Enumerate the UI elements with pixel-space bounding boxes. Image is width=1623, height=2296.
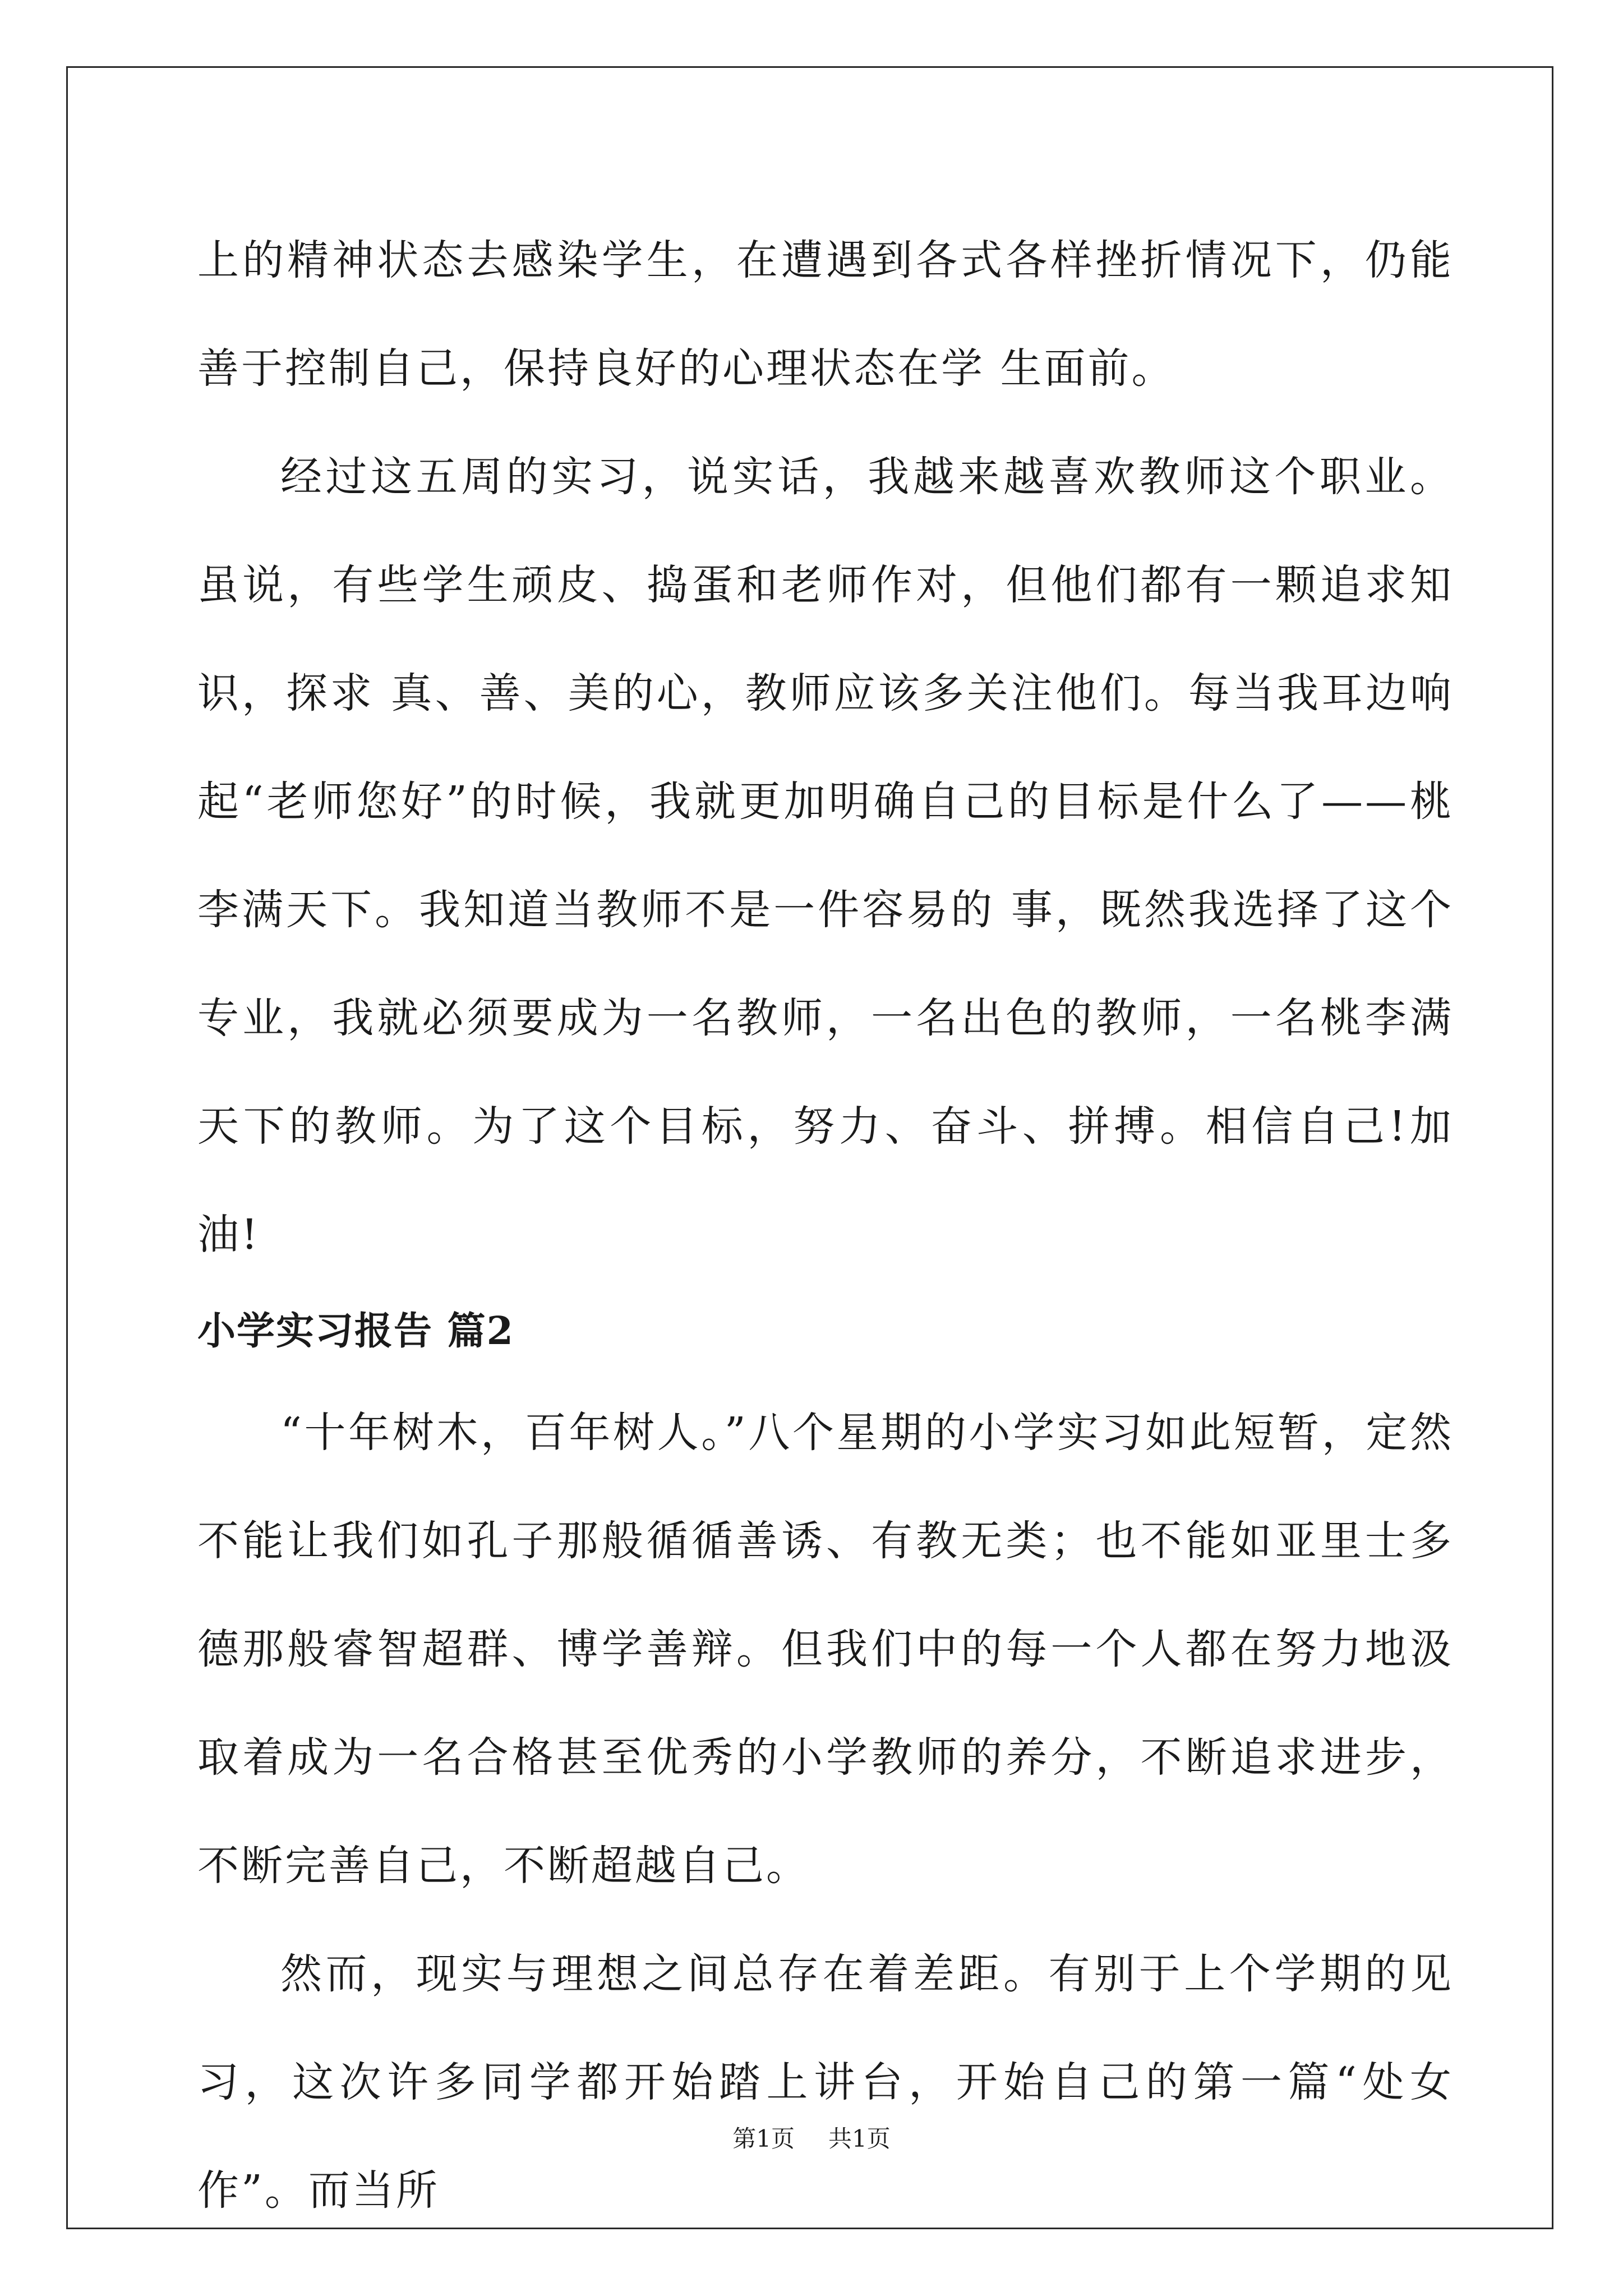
paragraph-3: “十年树木，百年树人。”八个星期的小学实习如此短暂，定然不能让我们如孔子那般循循善诱、有教无类；也不能如亚里士多德那般睿智超群、博学善辩。但我们中的每一个人都在努力地汲取着成为一名合格甚至优秀的小学教师的养分，不断追求进步，不断完善自己，不断超越自己。 [197, 1409, 1454, 1890]
page-footer [0, 2120, 1623, 2154]
document-body [197, 206, 1454, 2245]
paragraph-4: 然而，现实与理想之间总存在着差距。有别于上个学期的见习，这次许多同学都开始踏上讲台，开始自己的第一篇“处女作”。而当所 [197, 1950, 1454, 2215]
paragraph-1: 上的精神状态去感染学生，在遭遇到各式各样挫折情况下，仍能善于控制自己，保持良好的心理状态在学 生面前。 [197, 236, 1454, 393]
page-number: 第1页 [732, 2125, 795, 2152]
paragraph-2: 经过这五周的实习，说实话，我越来越喜欢教师这个职业。虽说，有些学生顽皮、捣蛋和老师作对，但他们都有一颗追求知识，探求 真、善、美的心，教师应该多关注他们。每当我耳边响起“老师您好”的时候，我就更加明确自己的目标是什么了——桃李满天下。我知道当教师不是一件容易的 事，既然我选择了这个专业，我就必须要成为一名教师，一名出色的教师，一名桃李满天下的教师。为了这个目标，努力、奋斗、拼搏。相信自己!加油! [197, 453, 1454, 1259]
section-heading: 小学实习报告 篇2 [197, 1309, 514, 1354]
page-total: 共1页 [828, 2125, 891, 2152]
